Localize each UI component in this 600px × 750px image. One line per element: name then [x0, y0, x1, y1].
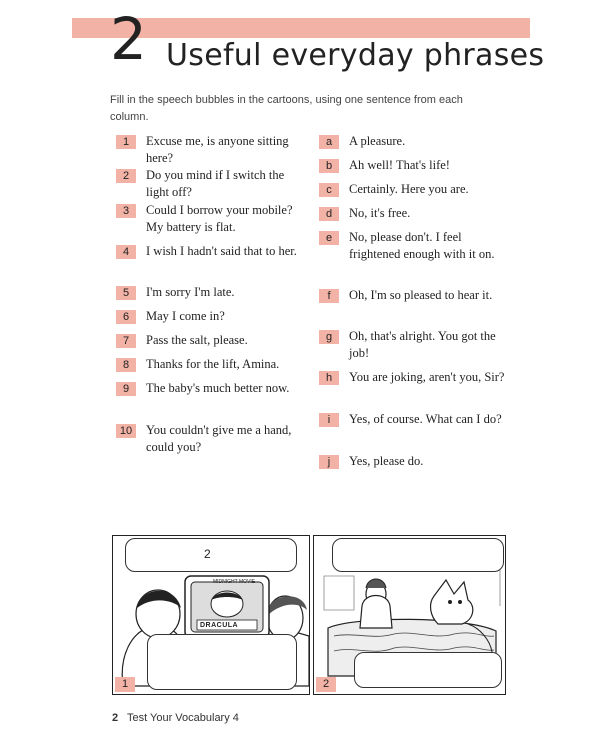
item-letter: a: [319, 135, 339, 149]
item-text: Could I borrow your mobile? My battery is flat.: [146, 203, 293, 234]
item-number: 7: [116, 334, 136, 348]
item-letter: j: [319, 455, 339, 469]
page-number: 2: [112, 712, 119, 724]
item-text: Pass the salt, please.: [146, 333, 248, 347]
item-letter: b: [319, 159, 339, 173]
list-item: [116, 243, 306, 260]
list-item: [116, 133, 306, 167]
page-title: Useful everyday phrases: [166, 38, 545, 73]
list-item: [319, 133, 507, 150]
list-item: [319, 229, 507, 263]
cartoon-panel-1: [112, 535, 310, 695]
list-item: [116, 380, 306, 397]
item-text: Thanks for the lift, Amina.: [146, 357, 280, 371]
cartoon-panel-2: [313, 535, 506, 695]
item-text: The baby's much better now.: [146, 381, 290, 395]
list-item: [319, 369, 507, 386]
panel-label: 2: [316, 677, 336, 692]
list-item: [319, 453, 507, 470]
item-letter: i: [319, 413, 339, 427]
bubble-answer: 2: [204, 547, 211, 561]
list-item: [319, 181, 507, 198]
item-text: A pleasure.: [349, 134, 406, 148]
item-letter: d: [319, 207, 339, 221]
book-title: Test Your Vocabulary 4: [126, 712, 239, 724]
unit-number: 2: [110, 5, 147, 73]
list-item: [319, 328, 507, 362]
item-text: No, it's free.: [349, 206, 411, 220]
speech-bubble-top: [332, 538, 504, 572]
item-number: 2: [116, 169, 136, 183]
speech-bubble-top: [125, 538, 297, 572]
item-number: 6: [116, 310, 136, 324]
speech-bubble-bottom: [354, 652, 502, 688]
item-letter: h: [319, 371, 339, 385]
item-number: 3: [116, 204, 136, 218]
tv-small-caption: MIDNIGHT MOVIE: [213, 579, 256, 585]
item-text: Do you mind if I switch the light off?: [146, 168, 285, 199]
item-text: You couldn't give me a hand, could you?: [146, 423, 292, 454]
speech-bubble-bottom: [147, 634, 297, 690]
item-text: Ah well! That's life!: [349, 158, 450, 172]
item-number: 4: [116, 245, 136, 259]
list-item: [116, 422, 306, 456]
item-number: 5: [116, 286, 136, 300]
item-letter: g: [319, 330, 339, 344]
list-item: [116, 202, 306, 236]
list-item: [319, 287, 507, 304]
page-footer: [112, 712, 239, 724]
item-text: Excuse me, is anyone sitting here?: [146, 134, 289, 165]
list-item: [319, 205, 507, 222]
list-item: [319, 411, 507, 428]
list-item: [116, 284, 306, 301]
item-text: You are joking, aren't you, Sir?: [349, 370, 505, 384]
item-text: Certainly. Here you are.: [349, 182, 469, 196]
tv-caption: DRACULA: [200, 622, 239, 629]
item-text: Yes, please do.: [349, 454, 424, 468]
instructions: Fill in the speech bubbles in the cartoons, using one sentence from each column.: [110, 94, 463, 123]
list-item: [116, 167, 306, 201]
list-item: [116, 332, 306, 349]
list-item: [116, 356, 306, 373]
item-text: No, please don't. I feel frightened enough with it on.: [349, 230, 495, 261]
item-number: 8: [116, 358, 136, 372]
item-number: 1: [116, 135, 136, 149]
item-text: I wish I hadn't said that to her.: [146, 244, 297, 258]
item-letter: c: [319, 183, 339, 197]
item-text: Yes, of course. What can I do?: [349, 412, 502, 426]
item-text: May I come in?: [146, 309, 225, 323]
item-letter: f: [319, 289, 339, 303]
item-text: Oh, that's alright. You got the job!: [349, 329, 496, 360]
list-item: [319, 157, 507, 174]
item-text: I'm sorry I'm late.: [146, 285, 235, 299]
item-number: 9: [116, 382, 136, 396]
item-text: Oh, I'm so pleased to hear it.: [349, 288, 493, 302]
item-letter: e: [319, 231, 339, 245]
panel-label: 1: [115, 677, 135, 692]
list-item: [116, 308, 306, 325]
item-number: 10: [116, 424, 136, 438]
